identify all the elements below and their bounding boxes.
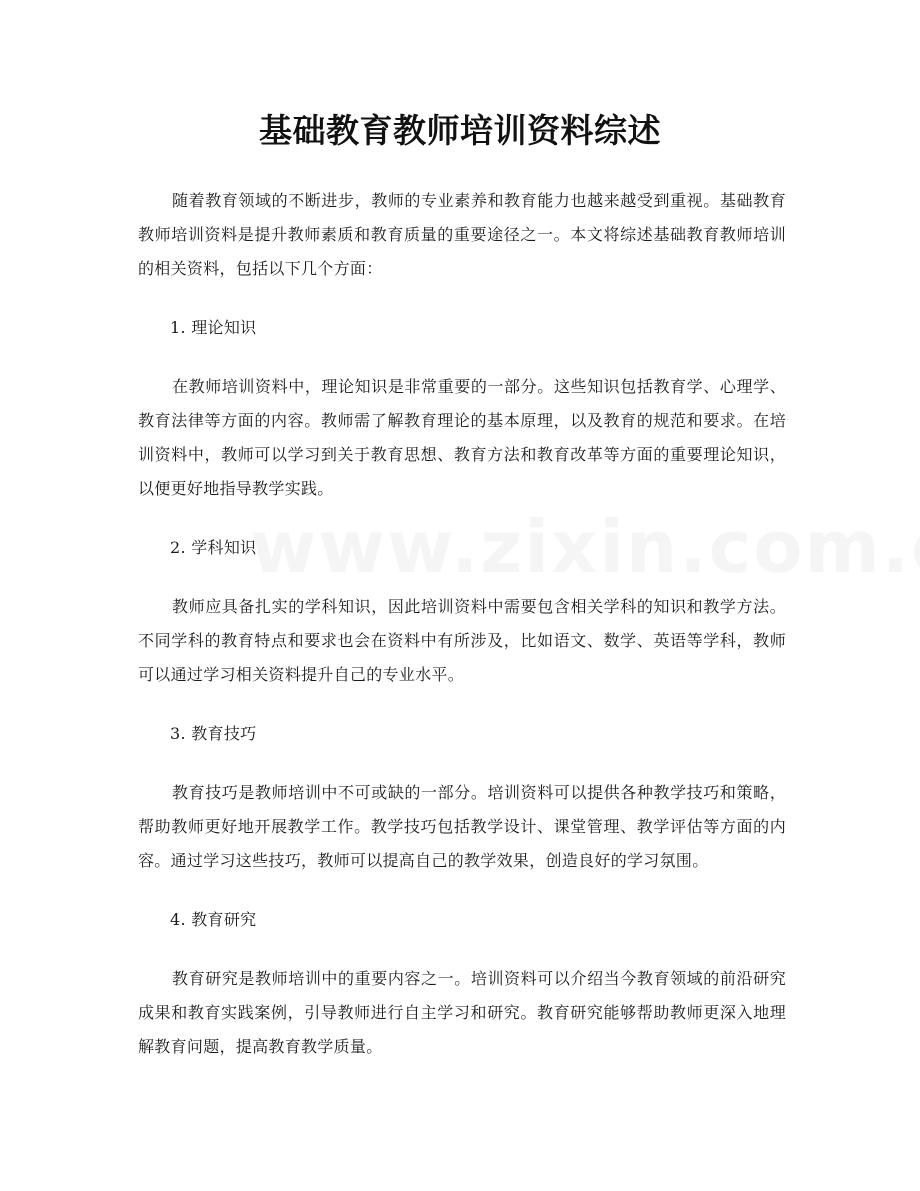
section-heading-subject: 2. 学科知识 bbox=[170, 538, 257, 557]
document-title: 基础教育教师培训资料综述 bbox=[259, 111, 661, 150]
paragraph-theory: 在教师培训资料中，理论知识是非常重要的一部分。这些知识包括教育学、心理学、教育法律等方面的内容。教师需了解教育理论的基本原理，以及教育的规范和要求。在培训资料中，教师可以学习到关于教育思想、教育方法和教育改革等方面的重要理论知识，以便更好地指导教学实践。 bbox=[138, 377, 786, 498]
paragraph-subject: 教师应具备扎实的学科知识，因此培训资料中需要包含相关学科的知识和教学方法。不同学科的教育特点和要求也会在资料中有所涉及，比如语文、数学、英语等学科，教师可以通过学习相关资料提升自己的专业水平。 bbox=[138, 597, 786, 684]
paragraph-research: 教育研究是教师培训中的重要内容之一。培训资料可以介绍当今教育领域的前沿研究成果和教育实践案例，引导教师进行自主学习和研究。教育研究能够帮助教师更深入地理解教育问题，提高教育教学质量。 bbox=[138, 969, 786, 1056]
section-heading-skills: 3. 教育技巧 bbox=[170, 724, 257, 743]
section-heading-research: 4. 教育研究 bbox=[170, 910, 257, 929]
paragraph-skills: 教育技巧是教师培训中不可或缺的一部分。培训资料可以提供各种教学技巧和策略，帮助教师更好地开展教学工作。教学技巧包括教学设计、课堂管理、教学评估等方面的内容。通过学习这些技巧，教师可以提高自己的教学效果，创造良好的学习氛围。 bbox=[138, 783, 786, 870]
intro-paragraph: 随着教育领域的不断进步，教师的专业素养和教育能力也越来越受到重视。基础教育教师培训资料是提升教师素质和教育质量的重要途径之一。本文将综述基础教育教师培训的相关资料，包括以下几个方面： bbox=[138, 191, 786, 278]
section-heading-theory: 1. 理论知识 bbox=[170, 318, 257, 337]
document-body bbox=[138, 184, 786, 1089]
